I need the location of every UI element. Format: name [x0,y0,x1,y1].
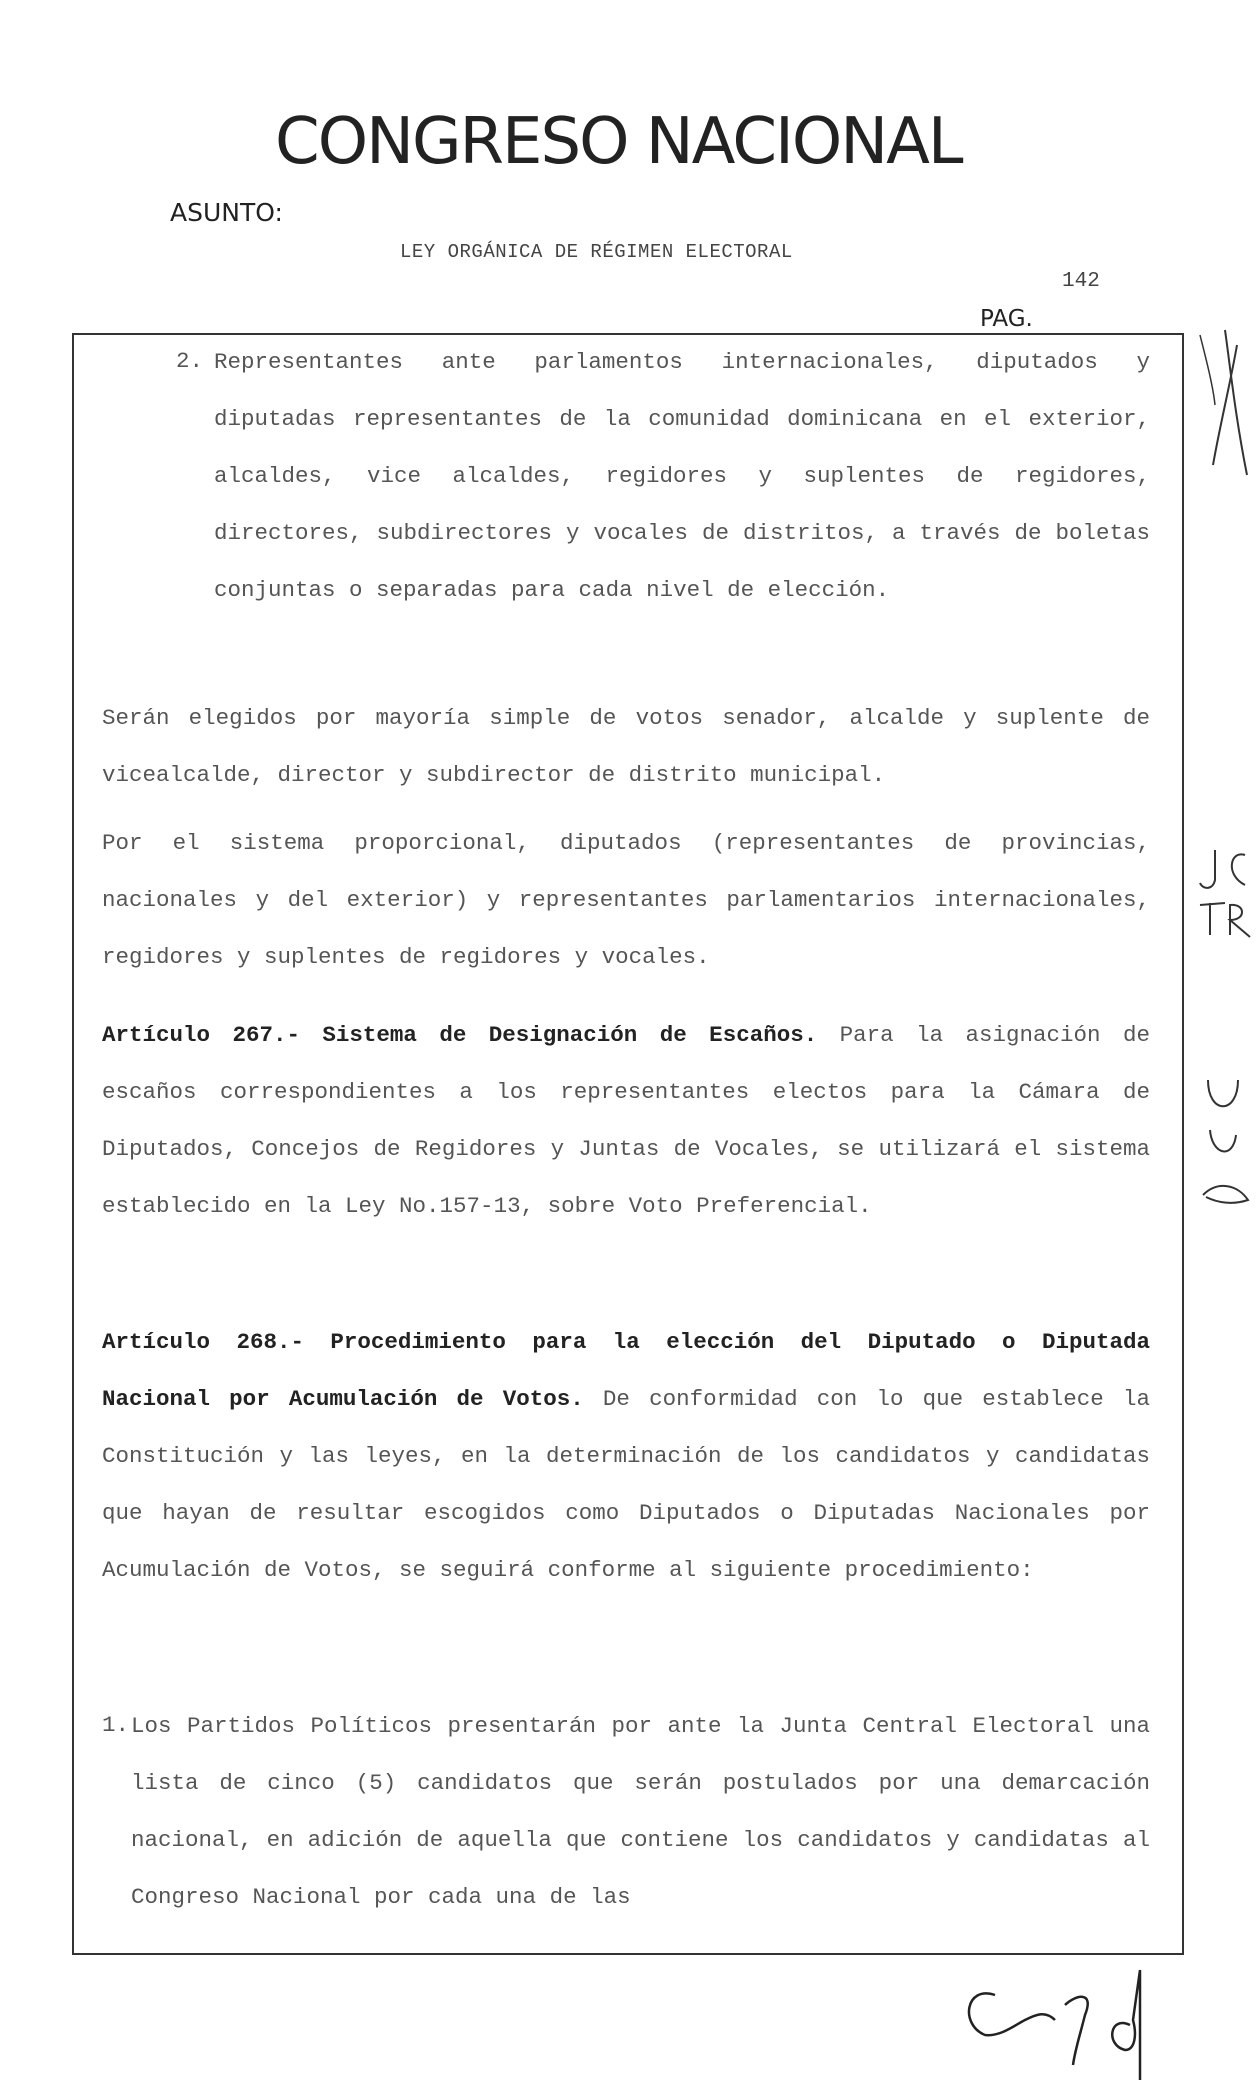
paragraph-proporcional: Por el sistema proporcional, diputados (representantes de provincias, nacionales y del exterior) y representantes parlamentarios internacionales, regidores y suplentes de regidores y vocales. [102,830,1150,970]
article-267-text: Para la asignación de escaños correspondientes a los representantes electos para la Cámara de Diputados, Concejos de Regidores y Juntas de Vocales, se utilizará el sistema establecido en la Ley No.157-13, sobre Voto Preferencial. [102,1022,1151,1219]
item-1-text: Los Partidos Políticos presentarán por ante la Junta Central Electoral una lista de cinco (5) candidatos que serán postulados por una demarcación nacional, en adición de aquella que contiene los candidatos y candidatas al Congreso Nacional por cada una de las [131,1713,1150,1910]
institution-title: CONGRESO NACIONAL [275,105,962,179]
article-268-text: De conformidad con lo que establece la Constitución y las leyes, en la determinación de los candidatos y candidatas que hayan de resultar escogidos como Diputados o Diputadas Nacionales por Acumulación de Votos, se seguirá conforme al siguiente procedimiento: [102,1386,1150,1583]
handwritten-x-mark [1195,325,1255,485]
handwritten-initials-margin [1198,1075,1258,1225]
item-2-text: Representantes ante parlamentos internacionales, diputados y diputadas representantes de la comunidad dominicana en el exterior, alcaldes, vice alcaldes, regidores y suplentes de regidores, directores, subdirectores y vocales de distritos, a través de boletas conjuntas o separadas para cada nivel de elección. [214,349,1150,603]
article-268-heading: Artículo 268.- Procedimiento para la elección del Diputado o Diputada Nacional por Acumulación de Votos. [102,1329,1150,1412]
article-267 [102,1007,1150,1235]
article-267-heading: Artículo 267.- Sistema de Designación de Escaños. [102,1022,818,1048]
paragraph-mayoria: Serán elegidos por mayoría simple de votos senador, alcalde y suplente de vicealcalde, director y subdirector de distrito municipal. [102,705,1150,788]
handwritten-initials-jc-tr [1195,845,1255,945]
asunto-label: ASUNTO: [170,198,283,227]
subject-text: LEY ORGÁNICA DE RÉGIMEN ELECTORAL [400,241,793,263]
pag-label: PAG. [980,306,1033,332]
item-2-number: 2. [176,348,204,374]
article-268 [102,1314,1150,1599]
item-1-number: 1. [102,1712,130,1738]
page-number: 142 [1062,270,1100,293]
handwritten-signature [955,1965,1165,2085]
